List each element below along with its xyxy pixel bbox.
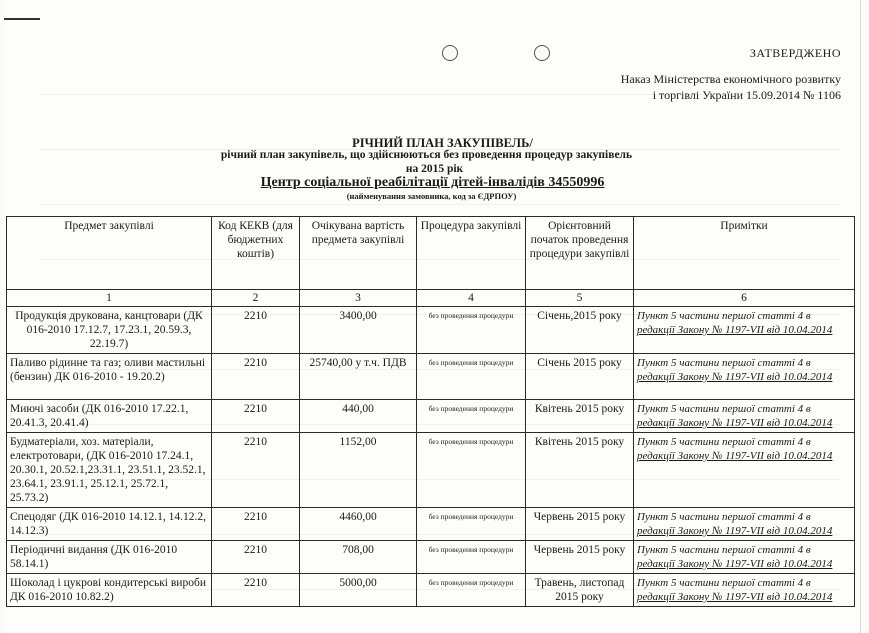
row-expected-cost: 440,00: [300, 400, 417, 433]
row-subject: Періодичні видання (ДК 016-2010 58.14.1): [7, 541, 212, 574]
table-row: [7, 541, 855, 574]
customer-name: Центр соціальної реабілітації дітей-інвалідів 34550996: [260, 175, 605, 190]
row-kekv-code: 2210: [212, 574, 300, 607]
row-note-law-reference: редакції Закону № 1197-VII від 10.04.2014: [637, 450, 833, 462]
row-note-law-reference: редакції Закону № 1197-VII від 10.04.2014: [637, 591, 833, 603]
row-kekv-code: 2210: [212, 508, 300, 541]
row-subject: Будматеріали, хоз. матеріали, електротовари, (ДК 016-2010 17.24.1, 20.30.1, 20.52.1,23.31.1, 23.51.1, 23.52.1, 23.64.1, 23.91.1, 25.12.1, 25.72.1, 25.73.2): [7, 433, 212, 508]
row-note-line: Пункт 5 частини першої статті 4 в: [637, 357, 811, 369]
row-note-line: Пункт 5 частини першої статті 4 в: [637, 544, 811, 556]
customer-name-caption: (найменування замовника, код за ЄДРПОУ): [346, 191, 517, 201]
row-procedure: без проведення процедури: [417, 307, 526, 354]
row-start-date: Квітень 2015 року: [526, 400, 634, 433]
row-subject: Спецодяг (ДК 016-2010 14.12.1, 14.12.2, 14.12.3): [7, 508, 212, 541]
row-subject: Продукція друкована, канцтовари (ДК 016-2010 17.12.7, 17.23.1, 20.59.3, 22.19.7): [7, 307, 212, 354]
row-start-date: Січень 2015 року: [526, 354, 634, 400]
row-expected-cost: 4460,00: [300, 508, 417, 541]
row-procedure: без проведення процедури: [417, 541, 526, 574]
table-row: [7, 574, 855, 607]
row-expected-cost: 1152,00: [300, 433, 417, 508]
plan-year: на 2015 рік: [405, 163, 464, 175]
row-note-line: Пункт 5 частини першої статті 4 в: [637, 436, 811, 448]
row-kekv-code: 2210: [212, 433, 300, 508]
document-title: РІЧНИЙ ПЛАН ЗАКУПІВЕЛЬ/: [352, 136, 533, 150]
row-expected-cost: 5000,00: [300, 574, 417, 607]
table-row: [7, 433, 855, 508]
row-procedure: без проведення процедури: [417, 400, 526, 433]
row-note-line: Пункт 5 частини першої статті 4 в: [637, 577, 811, 589]
row-note: [634, 574, 855, 607]
row-note: [634, 400, 855, 433]
column-header-kekv-code: Код КЕКВ (для бюджетних коштів): [212, 217, 300, 290]
approval-stamp-text: ЗАТВЕРДЖЕНО: [749, 46, 841, 60]
order-reference-line-2: і торгівлі України 15.09.2014 № 1106: [652, 88, 841, 102]
column-number: 2: [212, 290, 300, 307]
row-start-date: Травень, листопад 2015 року: [526, 574, 634, 607]
row-procedure: без проведення процедури: [417, 508, 526, 541]
column-header-notes: Примітки: [634, 217, 855, 290]
row-note-law-reference: редакції Закону № 1197-VII від 10.04.2014: [637, 525, 833, 537]
row-note-law-reference: редакції Закону № 1197-VII від 10.04.2014: [637, 371, 833, 383]
row-note: [634, 433, 855, 508]
row-kekv-code: 2210: [212, 307, 300, 354]
row-note: [634, 307, 855, 354]
row-note: [634, 508, 855, 541]
column-header-expected-cost: Очікувана вартість предмета закупівлі: [300, 217, 417, 290]
column-number: 4: [417, 290, 526, 307]
column-number: 1: [7, 290, 212, 307]
row-note-law-reference: редакції Закону № 1197-VII від 10.04.2014: [637, 558, 833, 570]
column-number: 6: [634, 290, 855, 307]
column-number: 5: [526, 290, 634, 307]
table-row: [7, 307, 855, 354]
order-reference-line-1: Наказ Міністерства економічного розвитку: [620, 72, 841, 86]
column-header-start-date: Орієнтовний початок проведення процедури закупівлі: [526, 217, 634, 290]
row-expected-cost: 708,00: [300, 541, 417, 574]
column-header-procedure: Процедура закупівлі: [417, 217, 526, 290]
table-row: [7, 354, 855, 400]
column-number-row: [7, 290, 855, 307]
row-expected-cost: 3400,00: [300, 307, 417, 354]
row-subject: Паливо рідинне та газ; оливи мастильні (бензин) ДК 016-2010 - 19.20.2): [7, 354, 212, 400]
row-note-line: Пункт 5 частини першої статті 4 в: [637, 403, 811, 415]
row-note-law-reference: редакції Закону № 1197-VII від 10.04.2014: [637, 417, 833, 429]
table-row: [7, 508, 855, 541]
row-start-date: Червень 2015 року: [526, 541, 634, 574]
document-subtitle: річний план закупівель, що здійснюються без проведення процедур закупівель: [220, 149, 633, 161]
row-note-line: Пункт 5 частини першої статті 4 в: [637, 310, 811, 322]
row-start-date: Червень 2015 року: [526, 508, 634, 541]
row-start-date: Січень,2015 року: [526, 307, 634, 354]
row-expected-cost: 25740,00 у т.ч. ПДВ: [300, 354, 417, 400]
row-subject: Шоколад і цукрові кондитерські вироби ДК 016-2010 10.82.2): [7, 574, 212, 607]
row-note-line: Пункт 5 частини першої статті 4 в: [637, 511, 811, 523]
row-kekv-code: 2210: [212, 354, 300, 400]
table-header-row: [7, 217, 855, 290]
row-note: [634, 354, 855, 400]
procurement-plan-table: [6, 216, 855, 607]
scan-mark: [4, 18, 40, 20]
row-start-date: Квітень 2015 року: [526, 433, 634, 508]
column-header-subject: Предмет закупівлі: [7, 217, 212, 290]
punch-hole-icon: [442, 45, 458, 61]
table-row: [7, 400, 855, 433]
row-procedure: без проведення процедури: [417, 433, 526, 508]
punch-hole-icon: [534, 45, 550, 61]
row-kekv-code: 2210: [212, 400, 300, 433]
row-kekv-code: 2210: [212, 541, 300, 574]
row-procedure: без проведення процедури: [417, 354, 526, 400]
row-subject: Миючі засоби (ДК 016-2010 17.22.1, 20.41.3, 20.41.4): [7, 400, 212, 433]
row-note-law-reference: редакції Закону № 1197-VII від 10.04.2014: [637, 324, 833, 336]
row-note: [634, 541, 855, 574]
column-number: 3: [300, 290, 417, 307]
row-procedure: без проведення процедури: [417, 574, 526, 607]
